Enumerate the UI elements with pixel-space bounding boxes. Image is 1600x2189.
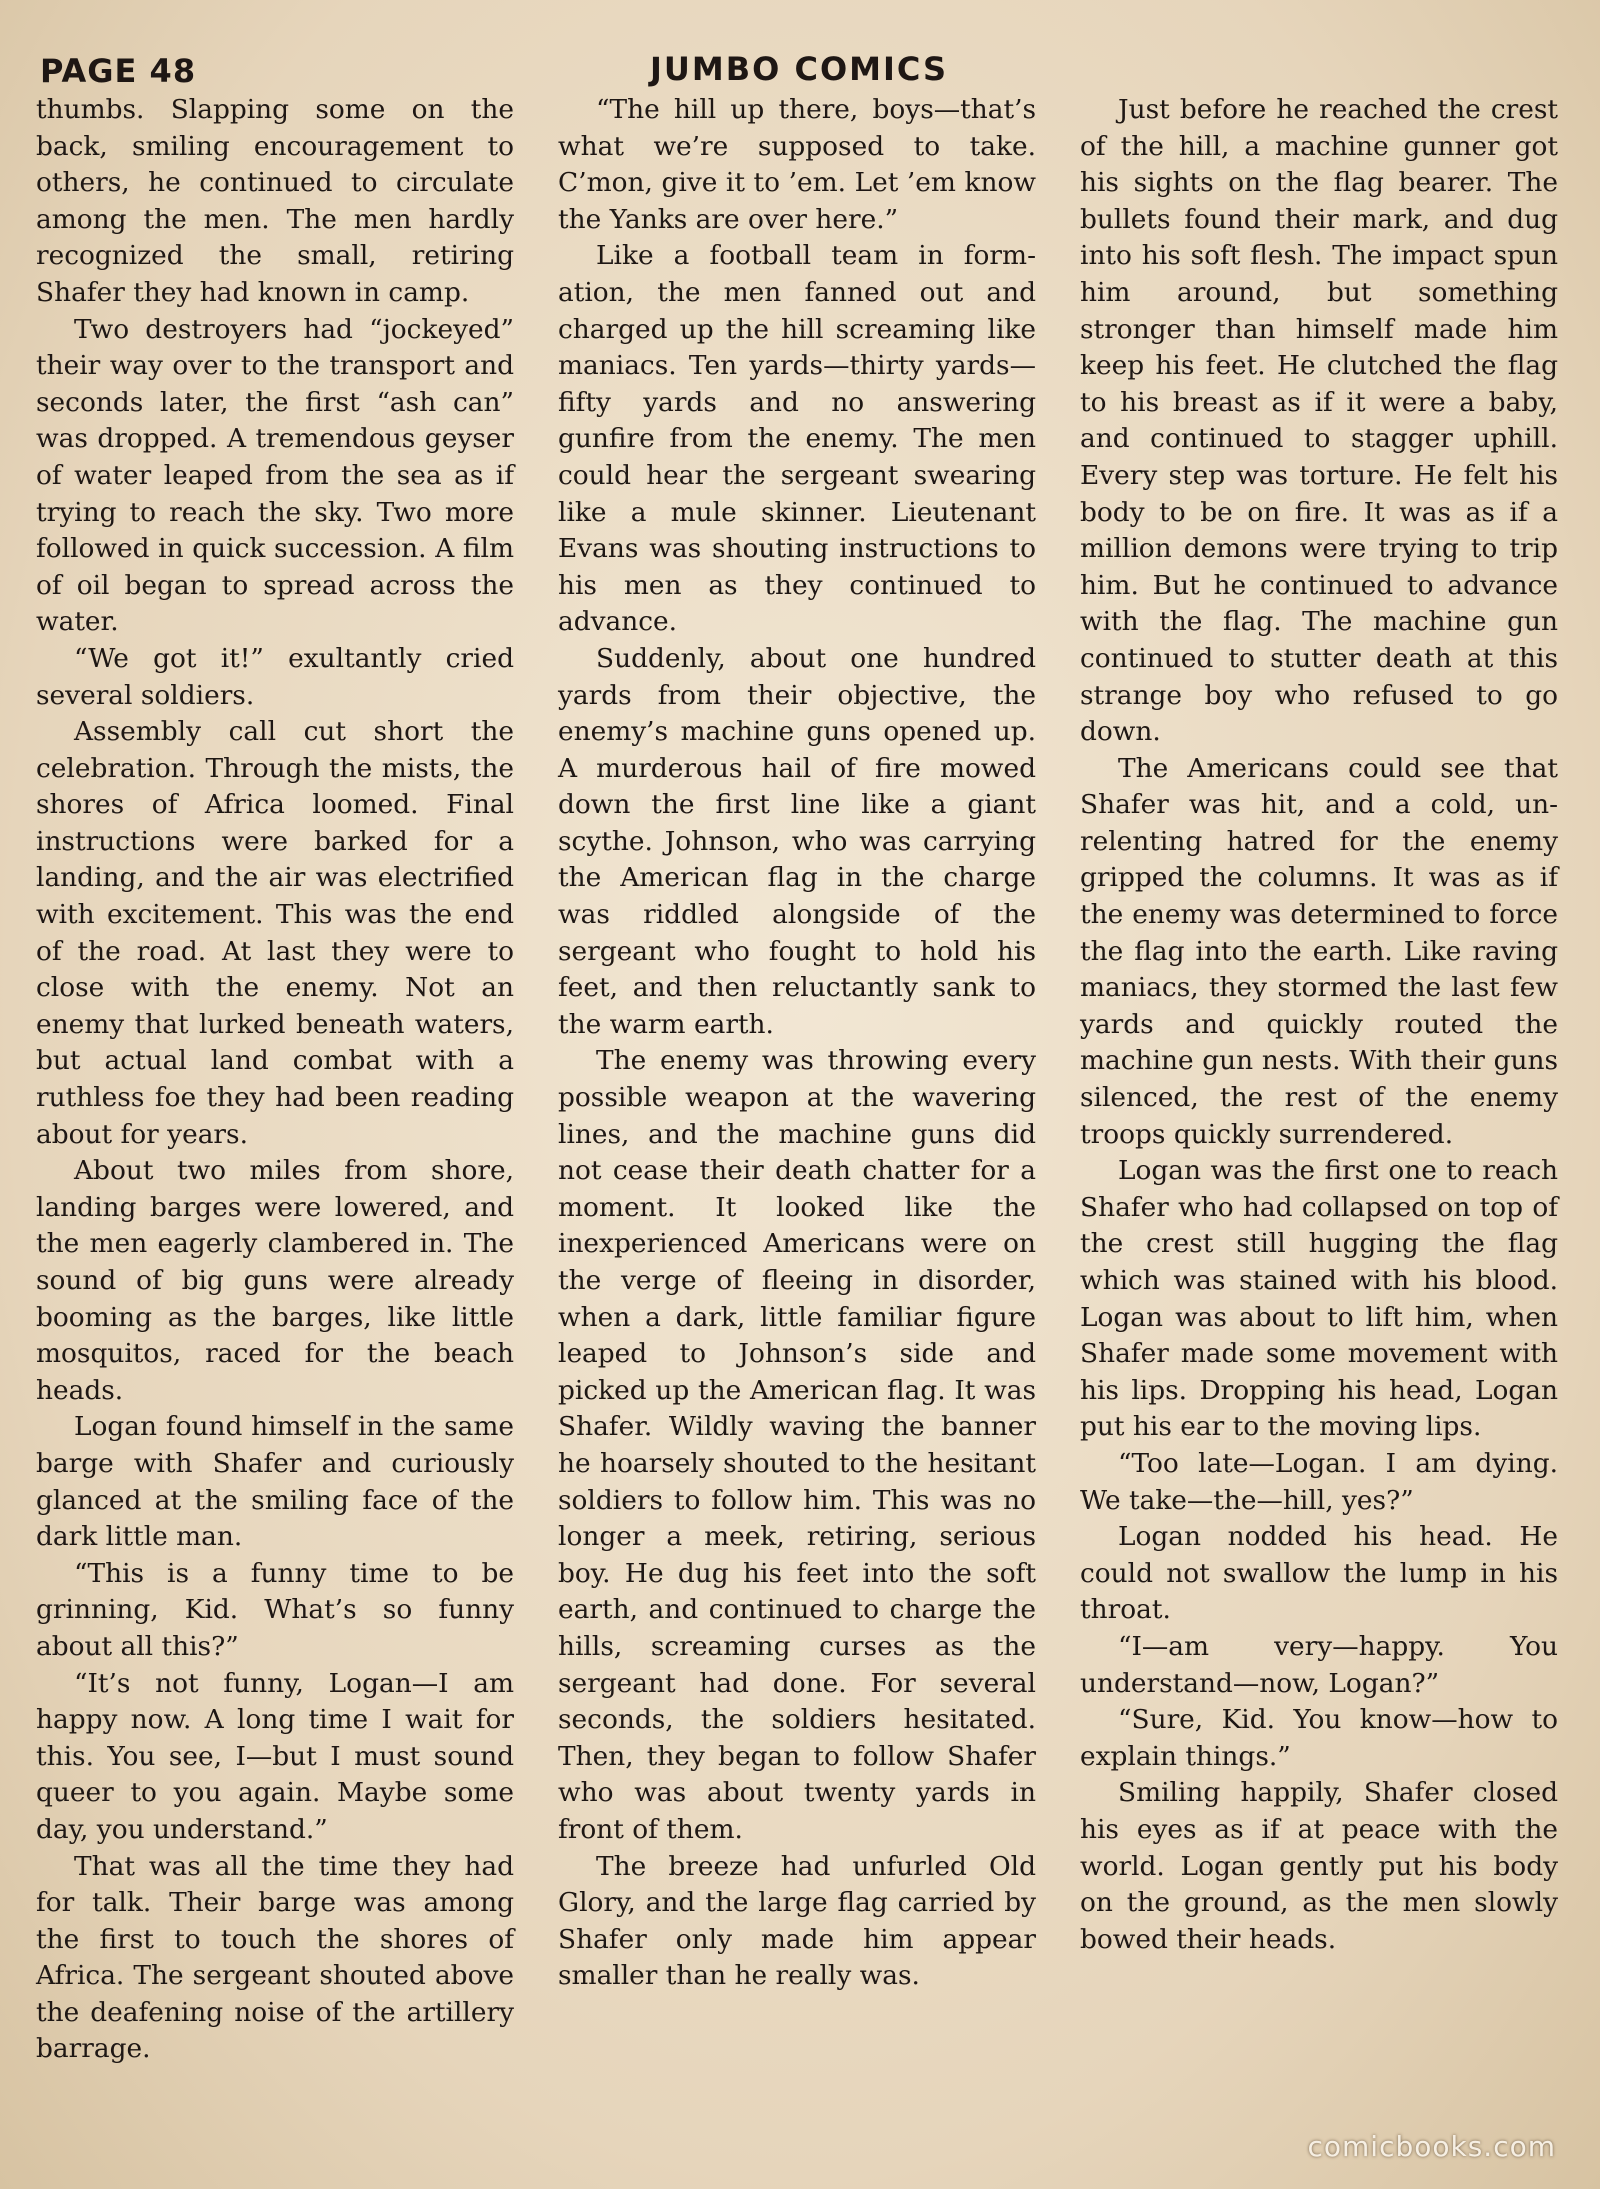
paragraph: Suddenly, about one hundred yards from their objective, the enemy’s machine guns opened up. A murderous hail of fire mowed down the first line like a giant scythe. Johnson, who was carrying the American flag in the charge was riddled alongside of the sergeant who fought to hold his feet, and then reluctantly sank to the warm earth. [558,642,1036,1040]
text-column-2 [558,92,1036,1995]
paragraph: Logan nodded his head. He could not swallow the lump in his throat. [1080,1521,1558,1626]
paragraph: “Sure, Kid. You know—how to explain things.” [1080,1704,1558,1772]
text-columns [36,92,1556,2122]
paragraph: About two miles from shore, landing barges were lowered, and the men eagerly clambered in. The sound of big guns were already booming as the barges, like little mosquitos, raced for the beach heads. [36,1155,514,1406]
paragraph: Smiling happily, Shafer closed his eyes as if at peace with the world. Logan gently put his body on the ground, as the men slowly bowed their heads. [1080,1777,1558,1955]
paragraph: Just before he reached the crest of the hill, a machine gunner got his sights on the flag bearer. The bullets found their mark, and dug into his soft flesh. The impact spun him around, but something stronger than himself made him keep his feet. He clutched the flag to his breast as if it were a baby, and continued to stagger uphill. Every step was torture. He felt his body to be on fire. It was as if a million demons were trying to trip him. But he continued to advance with the flag. The machine gun continued to stutter death at this strange boy who refused to go down. [1080,94,1558,748]
page-number: PAGE 48 [40,52,197,90]
paragraph: The enemy was throwing every possible weapon at the wavering lines, and the machine guns did not cease their death chatter for a moment. It looked like the inexperienced Americans were on the verge of fleeing in disorder, when a dark, little familiar figure leaped to Johnson’s side and picked up the American flag. It was Shafer. Wildly waving the banner he hoarsely shouted to the hesitant soldiers to follow him. This was no longer a meek, retiring, serious boy. He dug his feet into the soft earth, and continued to charge the hills, screaming curses as the sergeant had done. For several seconds, the soldiers hesitated. Then, they began to follow Shafer who was about twenty yards in front of them. [558,1045,1036,1845]
paragraph: “We got it!” exultantly cried several soldiers. [36,642,514,711]
paragraph: “I—am very—happy. You understand—now, Logan?” [1080,1630,1558,1699]
paragraph: Assembly call cut short the celebration. Through the mists, the shores of Africa loomed. Final instructions were barked for a landing, and the air was electrified with excitement. This was the end of the road. At last they were to close with the enemy. Not an enemy that lurked beneath waters, but actual land combat with a ruthless foe they had been reading about for years. [36,716,514,1150]
text-column-1 [36,92,514,2068]
paragraph: “This is a funny time to be grinning, Kid. What’s so funny about all this?” [36,1557,514,1662]
paragraph: The breeze had unfurled Old Glory, and the large flag carried by Shafer only made him appear smaller than he really was. [558,1850,1036,1992]
watermark: comicbooks.com [1307,2130,1556,2163]
paragraph: thumbs. Slapping some on the back, smiling encouragement to others, he continued to circulate among the men. The men hardly recognized the small, retiring Shafer they had known in camp. [36,94,514,308]
paragraph: “Too late—Logan. I am dying. We take—the—hill, yes?” [1080,1447,1558,1516]
paragraph: “It’s not funny, Logan—I am happy now. A long time I wait for this. You see, I—but I must sound queer to you again. Maybe some day, you understand.” [36,1667,514,1845]
paragraph: Like a football team in formation, the men fanned out and charged up the hill screaming like maniacs. Ten yards—thirty yards—fifty yards and no answering gunfire from the enemy. The men could hear the sergeant swearing like a mule skinner. Lieutenant Evans was shouting instructions to his men as they continued to advance. [558,240,1036,638]
magazine-title: JUMBO COMICS [650,50,949,88]
paragraph: That was all the time they had for talk. Their barge was among the first to touch the shores of Africa. The sergeant shouted above the deafening noise of the artillery barrage. [36,1850,514,2065]
paragraph: The Americans could see that Shafer was hit, and a cold, unrelenting hatred for the enemy gripped the columns. It was as if the enemy was determined to force the flag into the earth. Like raving maniacs, they stormed the last few yards and quickly routed the machine gun nests. With their guns silenced, the rest of the enemy troops quickly surrendered. [1080,752,1558,1150]
paragraph: Two destroyers had “jockeyed” their way over to the transport and seconds later, the first “ash can” was dropped. A tremendous geyser of water leaped from the sea as if trying to reach the sky. Two more followed in quick succession. A film of oil began to spread across the water. [36,313,514,638]
text-column-3 [1080,92,1558,1958]
paragraph: “The hill up there, boys—that’s what we’re supposed to take. C’mon, give it to ’em. Let ’em know the Yanks are over here.” [558,94,1036,235]
paragraph: Logan found himself in the same barge with Shafer and curiously glanced at the smiling face of the dark little man. [36,1411,514,1553]
paragraph: Logan was the first one to reach Shafer who had collapsed on top of the crest still hugging the flag which was stained with his blood. Logan was about to lift him, when Shafer made some movement with his lips. Dropping his head, Logan put his ear to the moving lips. [1080,1155,1558,1443]
